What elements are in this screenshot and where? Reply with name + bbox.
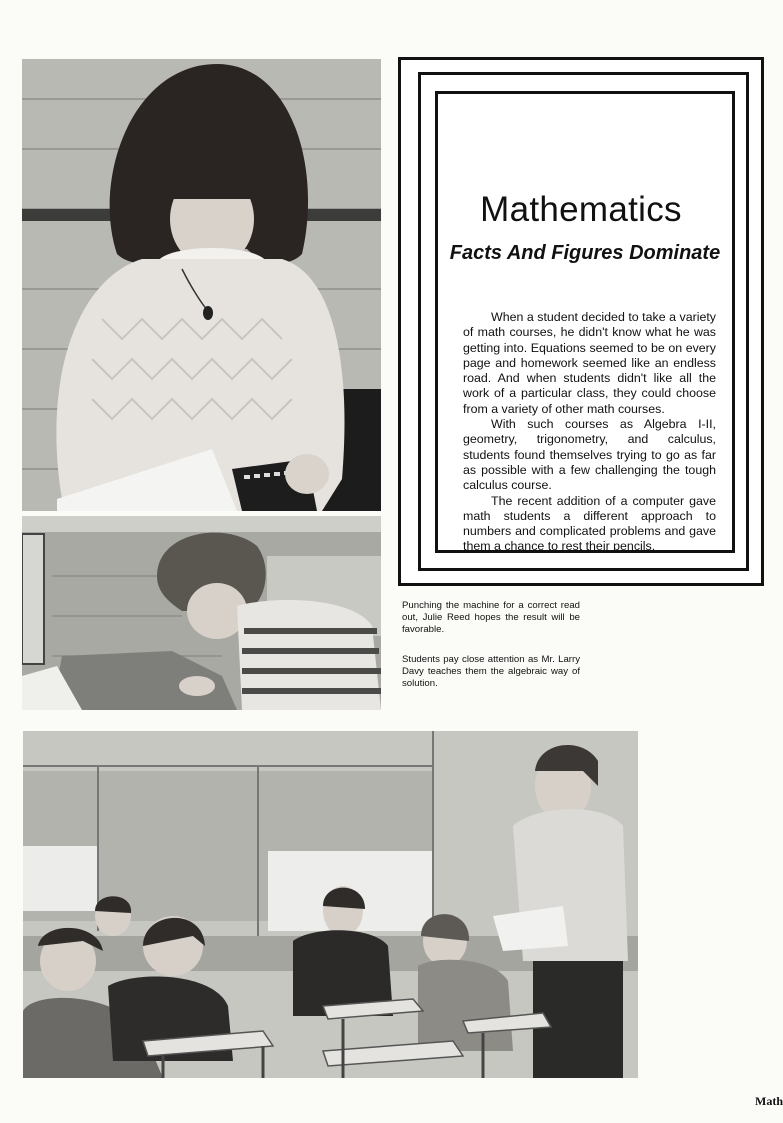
photo-caption: Students pay close attention as Mr. Larry Davy teaches them the algebraic way of solution. (402, 654, 580, 689)
page-title: Mathematics (480, 190, 682, 229)
photo-student-at-machine (22, 516, 381, 710)
article-paragraph: With such courses as Algebra I-II, geometry, trigonometry, and calculus, students found themselves trying to go as far as possible with a few challenging the tough calculus course. (463, 417, 716, 493)
article-paragraph: The recent addition of a computer gave math students a different approach to numbers and complicated problems and gave them a chance to rest their pencils. (463, 493, 716, 554)
page-folio: Math (755, 1094, 783, 1108)
photo-classroom-lesson (23, 731, 638, 1078)
page-subtitle: Facts And Figures Dominate (449, 242, 721, 264)
article-paragraph: When a student decided to take a variety of math courses, he didn't know what he was getting into. Equations seemed to be on every page and homework seemed like an endless road. And when students didn't like all the work of a particular class, they could choose from a variety of other math courses. (463, 310, 716, 416)
article-body (463, 310, 716, 555)
photo-caption: Punching the machine for a correct read out, Julie Reed hopes the result will be favorable. (402, 600, 580, 635)
photo-student-with-calculator (22, 59, 381, 511)
title-box (398, 57, 764, 586)
